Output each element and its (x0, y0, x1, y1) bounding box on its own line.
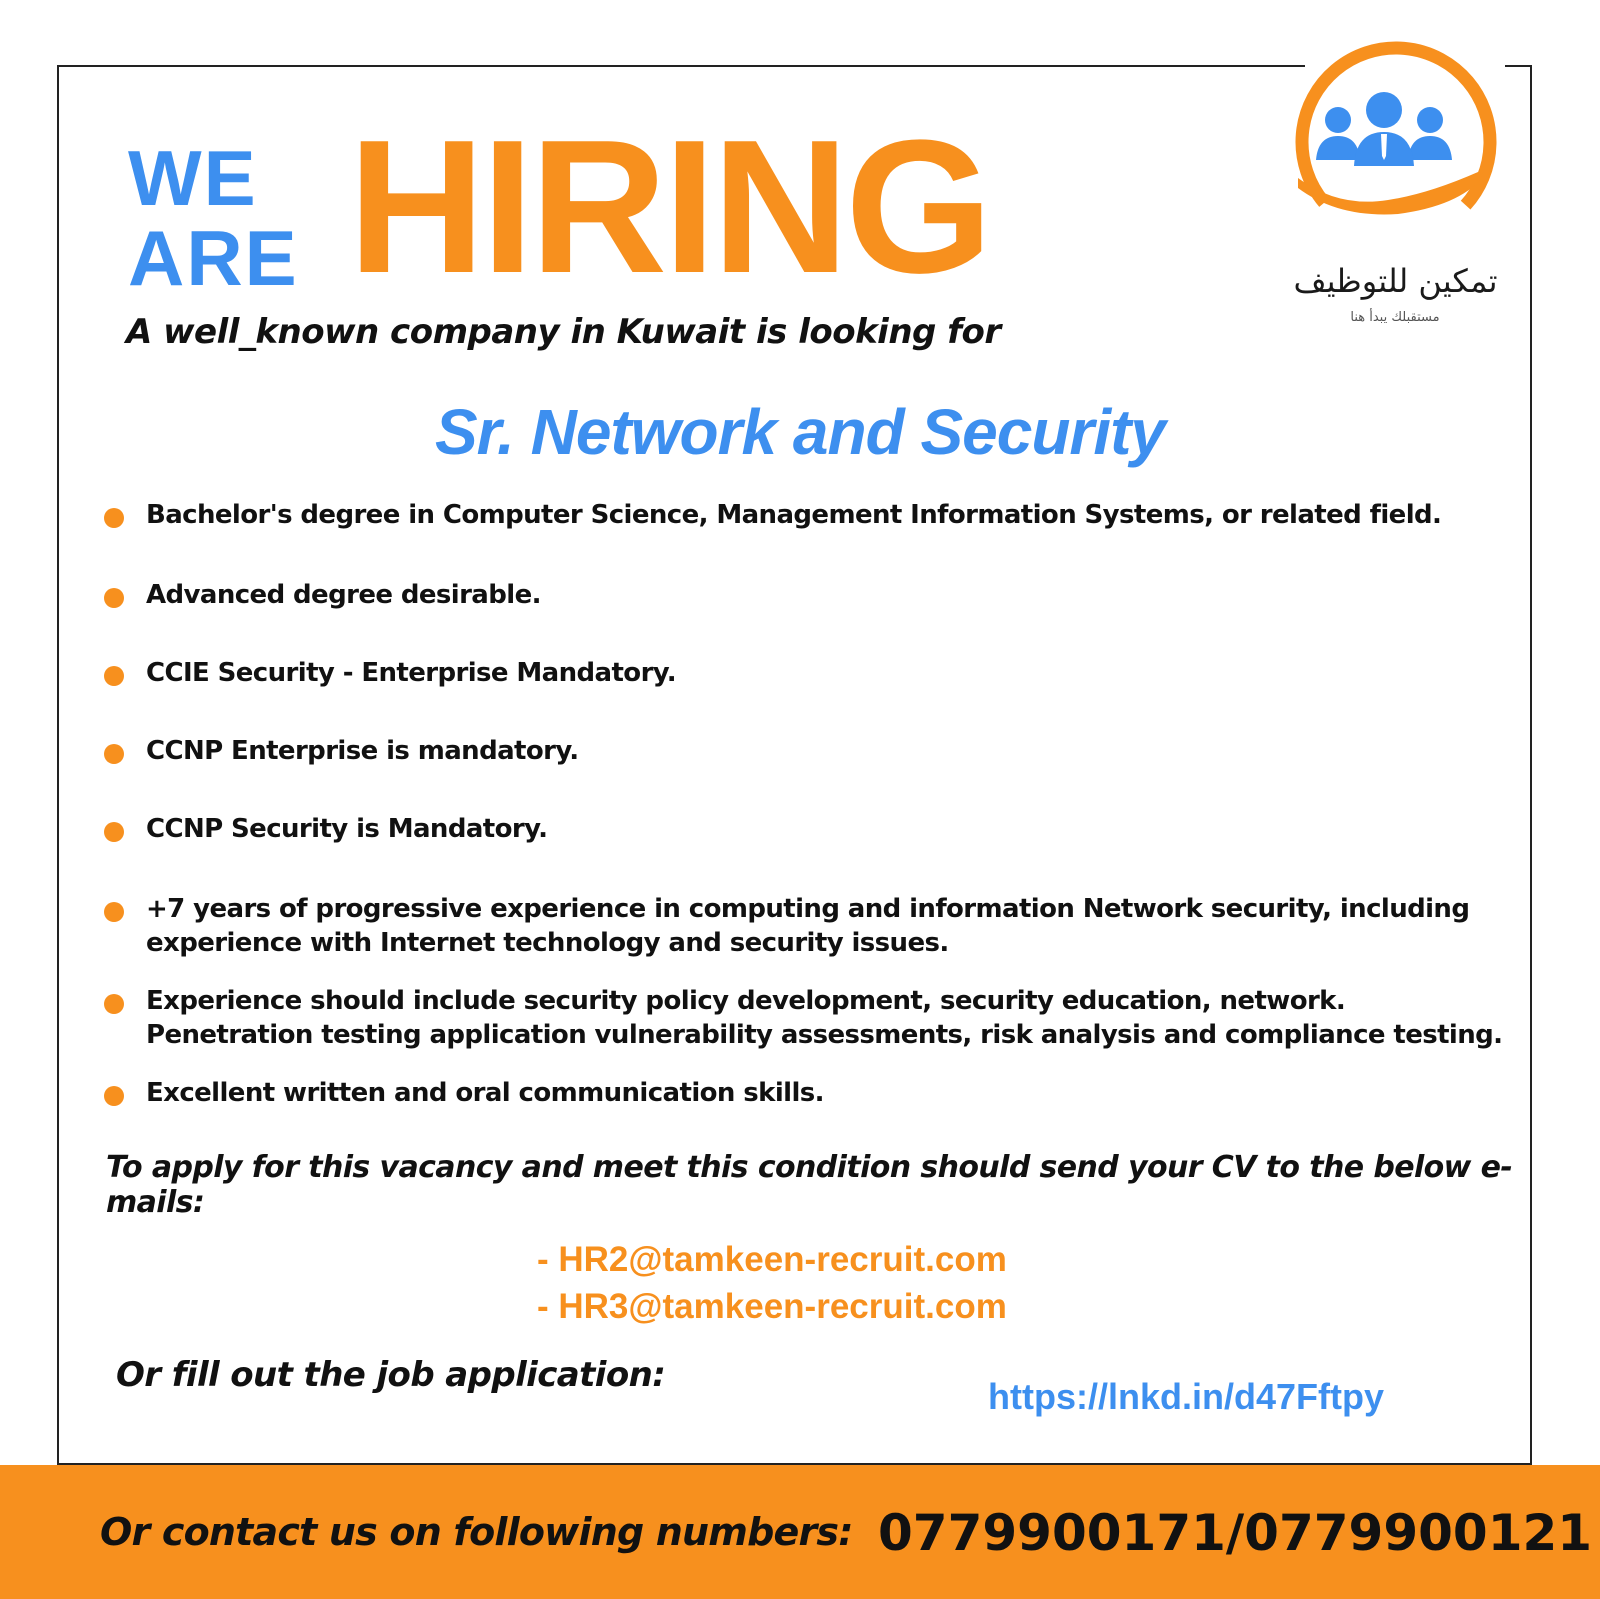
bullet-dot (104, 1086, 124, 1106)
requirement-text: Bachelor's degree in Computer Science, Management Information Systems, or related field. (146, 500, 1442, 530)
intro-text: A well_known company in Kuwait is looking for (126, 312, 1001, 352)
logo-tagline: مستقبلك يبدأ هنا (1350, 310, 1440, 325)
bullet-dot (104, 744, 124, 764)
requirement-text: Advanced degree desirable. (146, 580, 541, 610)
requirement-text: Excellent written and oral communication skills. (146, 1078, 824, 1108)
logo-arabic-name: تمكين للتوظيف (1293, 262, 1498, 300)
email-hr3-link[interactable]: - HR3@tamkeen-recruit.com (537, 1287, 1007, 1326)
phone-numbers[interactable]: 0779900171/0779900121 (878, 1504, 1593, 1562)
job-title: Sr. Network and Security (434, 396, 1166, 468)
contact-label: Or contact us on following numbers: (100, 1510, 853, 1554)
requirement-text: Experience should include security policy development, security education, network. Penetration testing application vulnerability assessments, risk analysis and compliance testing. (146, 986, 1503, 1050)
application-link[interactable]: https://lnkd.in/d47Fftpy (988, 1376, 1384, 1417)
requirement-text: +7 years of progressive experience in computing and information Network security, including experience with Internet technology and security issues. (146, 894, 1470, 958)
requirement-text: CCNP Enterprise is mandatory. (146, 736, 579, 766)
bullet-dot (104, 666, 124, 686)
apply-instructions: To apply for this vacancy and meet this condition should send your CV to the below e-mails: (106, 1150, 1513, 1220)
bullet-dot (104, 588, 124, 608)
bullet-dot (104, 822, 124, 842)
application-label: Or fill out the job application: (116, 1355, 666, 1395)
email-hr2-link[interactable]: - HR2@tamkeen-recruit.com (537, 1240, 1007, 1279)
hiring-heading: HIRING (348, 101, 989, 313)
bullet-dot (104, 508, 124, 528)
email-list (537, 1236, 1007, 1330)
we-text: WE (128, 134, 258, 222)
we-are-heading (128, 134, 299, 302)
requirement-text: CCIE Security - Enterprise Mandatory. (146, 658, 677, 688)
requirement-text: CCNP Security is Mandatory. (146, 814, 548, 844)
bullet-dot (104, 994, 124, 1014)
bullet-dot (104, 902, 124, 922)
are-text: ARE (128, 214, 299, 302)
